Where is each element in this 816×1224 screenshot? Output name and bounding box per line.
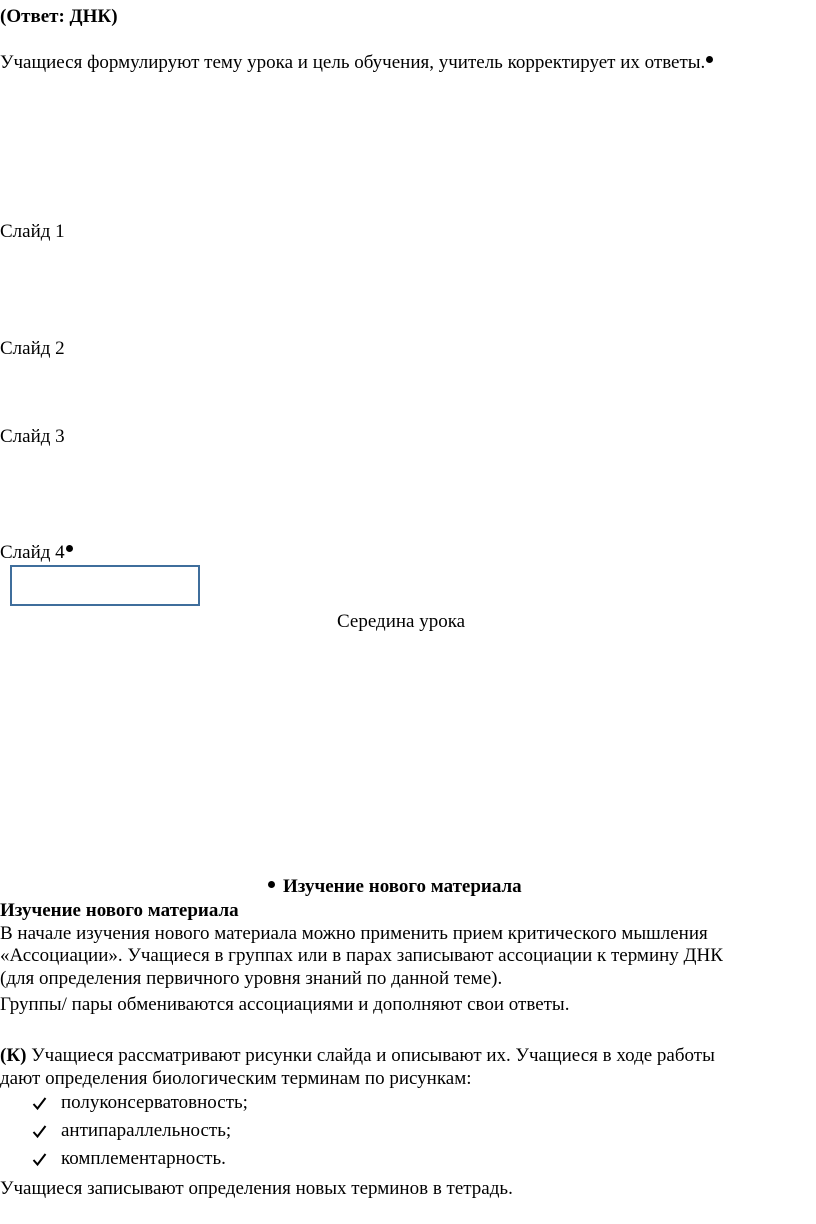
bullet-dot-icon — [268, 881, 275, 888]
paragraph-1-line-3: (для определения первичного уровня знаний по данной теме). — [0, 968, 503, 989]
checkmark-icon — [32, 1152, 47, 1167]
term-text: полуконсерватовность; — [61, 1092, 248, 1113]
paragraph-3-line-2: дают определения биологическим терминам по рисункам: — [0, 1068, 472, 1089]
term-text: антипараллельность; — [61, 1120, 232, 1141]
paragraph-3-text-1: Учащиеся рассматривают рисунки слайда и описывают их. Учащиеся в ходе работы — [26, 1045, 715, 1066]
term-text: комплементарность. — [61, 1148, 226, 1169]
answer-line — [0, 6, 118, 28]
list-item — [32, 1145, 248, 1173]
bullet-dot-icon — [66, 545, 73, 552]
subheading: Изучение нового материала — [0, 900, 239, 921]
list-item — [32, 1089, 248, 1117]
paragraph-3-line-1 — [0, 1045, 715, 1067]
answer-suffix: ) — [111, 6, 118, 27]
paragraph-2: Группы/ пары обмениваются ассоциациями и дополняют свои ответы. — [0, 994, 570, 1015]
paragraph-1-line-1: В начале изучения нового материала можно применить прием критического мышления — [0, 923, 708, 944]
terms-list — [32, 1089, 248, 1173]
bullet-dot-icon — [706, 56, 713, 63]
slide-label-4: Слайд 4 — [0, 542, 65, 563]
answer-prefix: (Ответ: — [0, 6, 70, 27]
list-item — [32, 1117, 248, 1145]
section-heading-row — [268, 876, 522, 898]
checkmark-icon — [32, 1096, 47, 1111]
slide-label-3: Слайд 3 — [0, 426, 65, 447]
slide-frame-box — [10, 565, 200, 606]
paragraph-1-line-2: «Ассоциации». Учащиеся в группах или в парах записывают ассоциации к термину ДНК — [0, 945, 723, 966]
slide-label-2: Слайд 2 — [0, 338, 65, 359]
middle-heading: Середина урока — [337, 611, 466, 632]
intro-text: Учащиеся формулируют тему урока и цель обучения, учитель корректирует их ответы. — [0, 52, 706, 73]
closing-line: Учащиеся записывают определения новых терминов в тетрадь. — [0, 1178, 513, 1199]
slide-label-4-row — [0, 542, 73, 564]
checkmark-icon — [32, 1124, 47, 1139]
slide-label-1: Слайд 1 — [0, 221, 65, 242]
marker-k: (К) — [0, 1045, 27, 1066]
section-heading: Изучение нового материала — [283, 876, 522, 897]
intro-paragraph — [0, 52, 713, 74]
answer-value: ДНК — [69, 6, 112, 27]
